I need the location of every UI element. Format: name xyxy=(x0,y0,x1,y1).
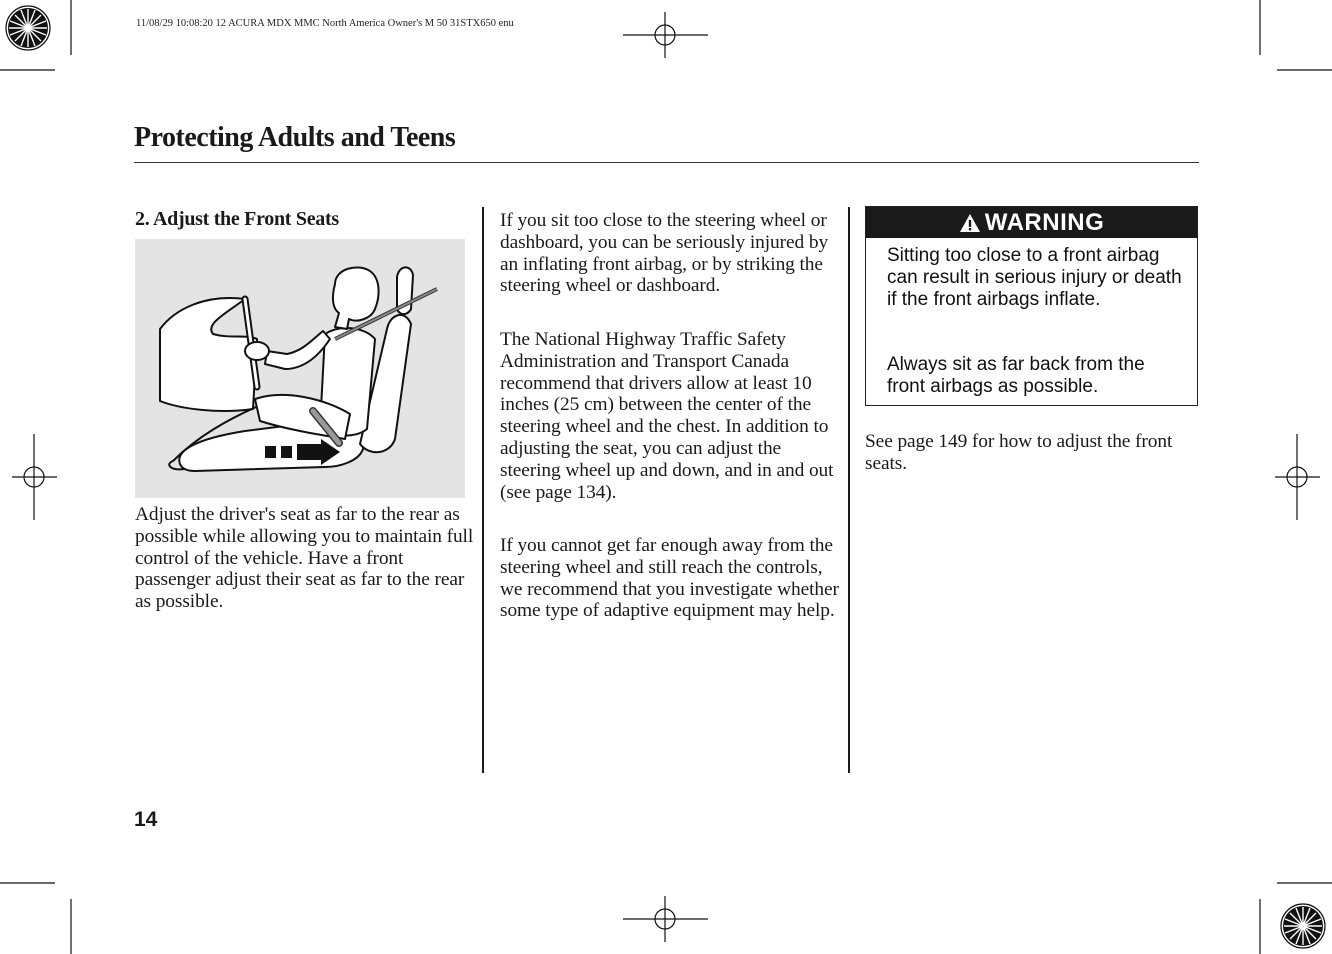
body-paragraph-2: The National Highway Traffic Safety Administration and Transport Canada recommend that drivers allow at least 10 inches (25 cm) between the center of the steering wheel and the chest. In addition to adjusting the seat, you can adjust the steering wheel up and down, and in and out (see page 134). xyxy=(500,329,834,503)
body-paragraph-3: If you cannot get far enough away from the steering wheel and still reach the controls, we recommend that you investigate whether some type of adaptive equipment may help. xyxy=(500,535,839,622)
page-title: Protecting Adults and Teens xyxy=(134,122,456,153)
column-divider-2 xyxy=(848,207,850,773)
warning-text-2: Always sit as far back from the front airbags as possible. xyxy=(887,354,1145,397)
warning-header xyxy=(866,207,1197,238)
print-header: 11/08/29 10:08:20 12 ACURA MDX MMC North America Owner's M 50 31STX650 enu xyxy=(136,18,514,29)
warning-title: WARNING xyxy=(984,208,1105,236)
registration-target-top-left xyxy=(6,6,50,50)
warning-text-1: Sitting too close to a front airbag can result in serious injury or death if the front airbags inflate. xyxy=(887,245,1182,310)
title-rule xyxy=(134,162,1199,163)
registration-target-bottom-right xyxy=(1281,904,1325,948)
section-heading: 2. Adjust the Front Seats xyxy=(135,208,339,230)
column-divider-1 xyxy=(482,207,484,773)
see-page-reference: See page 149 for how to adjust the front seats. xyxy=(865,431,1173,474)
page-number: 14 xyxy=(134,808,158,831)
warning-triangle-icon xyxy=(959,213,981,233)
warning-box xyxy=(865,206,1198,406)
body-paragraph-1: If you sit too close to the steering wheel or dashboard, you can be seriously injured by an inflating front airbag, or by striking the steering wheel or dashboard. xyxy=(500,210,829,297)
driver-seat-adjust-illustration xyxy=(135,239,465,498)
seat-adjust-caption: Adjust the driver's seat as far to the rear as possible while allowing you to maintain full control of the vehicle. Have a front passenger adjust their seat as far to the rear as possible. xyxy=(135,504,474,613)
